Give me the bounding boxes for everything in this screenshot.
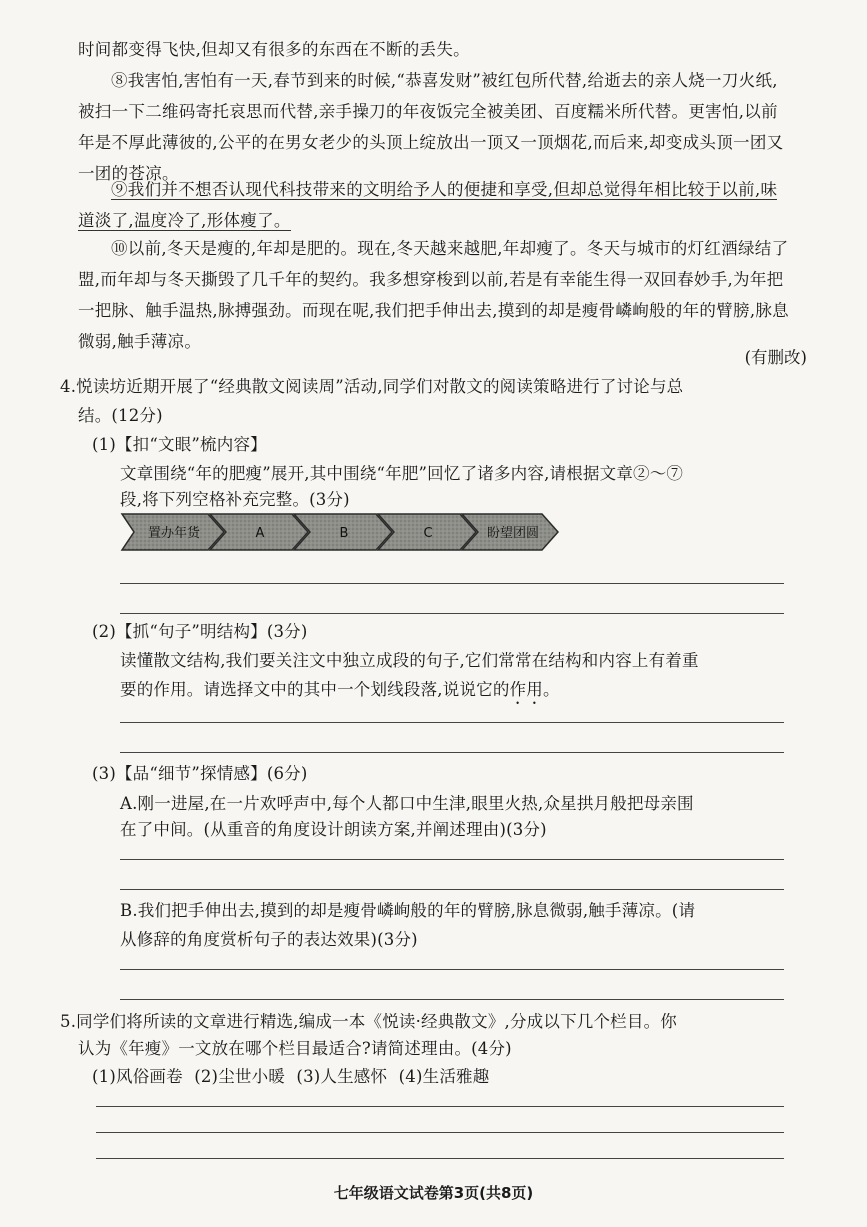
- answer-line[interactable]: [120, 969, 784, 970]
- answer-line[interactable]: [120, 613, 784, 614]
- flow-step-c-label: C: [423, 526, 433, 541]
- answer-line[interactable]: [96, 1106, 784, 1107]
- adaptation-note: (有删改): [744, 348, 807, 367]
- answer-line[interactable]: [120, 722, 784, 723]
- emphasis-text: 作用: [509, 680, 543, 699]
- q4-2-text-segment: 要的作用。请选择文中的其中一个划线段落,说说它的: [120, 680, 510, 699]
- answer-line[interactable]: [96, 1132, 784, 1133]
- q4-3-title: (3)【品“细节”探情感】(6分): [92, 764, 308, 783]
- q5-stem-line1: 5.同学们将所读的文章进行精选,编成一本《悦读·经典散文》,分成以下几个栏目。你: [60, 1012, 677, 1031]
- q4-3a-line2: 在了中间。(从重音的角度设计朗读方案,并阐述理由)(3分): [120, 820, 547, 839]
- answer-line[interactable]: [120, 583, 784, 584]
- flow-diagram: [120, 512, 560, 552]
- q5-options: (1)风俗画卷 (2)尘世小暖 (3)人生感怀 (4)生活雅趣: [92, 1067, 490, 1086]
- q4-3b-line1: B.我们把手伸出去,摸到的却是瘦骨嶙峋般的年的臂膀,脉息微弱,触手薄凉。(请: [120, 901, 696, 920]
- q4-2-title: (2)【抓“句子”明结构】(3分): [92, 622, 308, 641]
- passage-paragraph-10: ⑩以前,冬天是瘦的,年却是肥的。现在,冬天越来越肥,年却瘦了。冬天与城市的灯红酒绿结了盟,而年却与冬天撕毁了几千年的契约。我多想穿梭到以前,若是有幸能生得一双回春妙手,为年把一把脉、触手温热,脉搏强劲。而现在呢,我们把手伸出去,摸到的却是瘦骨嶙峋般的年的臂膀,脉息微弱,触手薄凉。: [78, 239, 789, 351]
- page-footer: 七年级语文试卷第3页(共8页): [333, 1184, 534, 1202]
- q4-3b-line2: 从修辞的角度赏析句子的表达效果)(3分): [120, 930, 418, 949]
- passage-line-top: 时间都变得飞快,但却又有很多的东西在不断的丢失。: [78, 40, 470, 59]
- q4-stem-line1: 4.悦读坊近期开展了“经典散文阅读周”活动,同学们对散文的阅读策略进行了讨论与总: [60, 377, 684, 396]
- passage-paragraph-9: [78, 174, 790, 236]
- flow-step-a-label: A: [255, 526, 265, 541]
- answer-line[interactable]: [120, 889, 784, 890]
- answer-line[interactable]: [120, 859, 784, 860]
- q4-3a-line1: A.刚一进屋,在一片欢呼声中,每个人都口中生津,眼里火热,众星拱月般把母亲围: [120, 794, 694, 813]
- flow-step-final-label: 盼望团圆: [486, 526, 540, 541]
- q4-2-text-end: 。: [542, 680, 560, 699]
- answer-line[interactable]: [120, 752, 784, 753]
- q4-2-text-line1: 读懂散文结构,我们要关注文中独立成段的句子,它们常常在结构和内容上有着重: [120, 651, 699, 670]
- q4-1-title: (1)【扣“文眼”梳内容】: [92, 435, 267, 454]
- flow-step-1: [122, 514, 224, 550]
- q4-1-text-line1: 文章围绕“年的肥瘦”展开,其中围绕“年肥”回忆了诸多内容,请根据文章②～⑦: [120, 464, 684, 483]
- answer-line[interactable]: [120, 999, 784, 1000]
- underlined-paragraph-9: ⑨我们并不想否认现代科技带来的文明给予人的便捷和享受,但却总觉得年相比较于以前,味道淡了,温度冷了,形体瘦了。: [78, 180, 778, 230]
- q4-1-text-line2: 段,将下列空格补充完整。(3分): [120, 490, 350, 509]
- answer-line[interactable]: [96, 1158, 784, 1159]
- q5-stem-line2: 认为《年瘦》一文放在哪个栏目最适合?请简述理由。(4分): [78, 1039, 512, 1058]
- passage-paragraph-8: ⑧我害怕,害怕有一天,春节到来的时候,“恭喜发财”被红包所代替,给逝去的亲人烧一刀火纸,被扫一下二维码寄托哀思而代替,亲手操刀的年夜饭完全被美团、百度糯米所代替。更害怕,以前年是不厚此薄彼的,公平的在男女老少的头顶上绽放出一顶又一顶烟花,而后来,却变成头顶一团又一团的苍凉。: [78, 71, 784, 183]
- flow-step-b-label: B: [339, 526, 349, 541]
- q4-2-text-line2: [120, 675, 560, 708]
- q4-stem-line2: 结。(12分): [78, 406, 163, 425]
- flow-step-1-label: 置办年货: [147, 526, 201, 541]
